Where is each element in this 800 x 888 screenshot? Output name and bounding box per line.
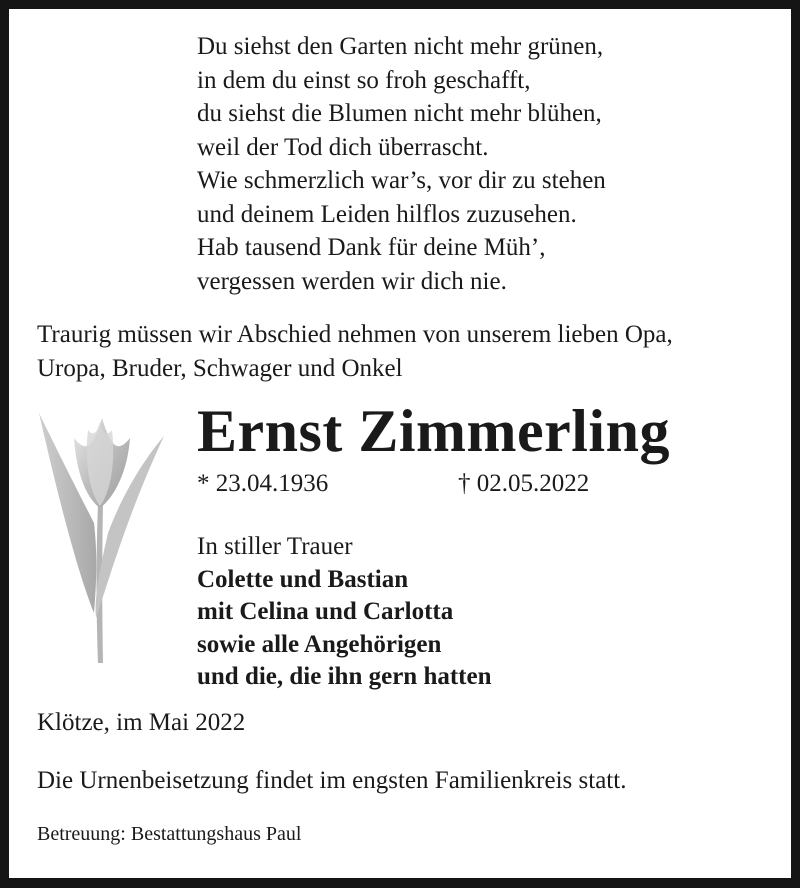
funeral-home-credit: Betreuung: Bestattungshaus Paul <box>37 823 302 845</box>
death-date: † 02.05.2022 <box>458 470 590 497</box>
poem-line: in dem du einst so froh geschafft, <box>197 66 531 94</box>
deceased-name: Ernst Zimmerling <box>197 398 670 464</box>
tulip-icon <box>36 408 168 666</box>
intro-line: Uropa, Bruder, Schwager und Onkel <box>37 354 403 382</box>
poem-line: vergessen werden wir dich nie. <box>197 267 507 295</box>
mourners-heading: In stiller Trauer <box>197 533 353 560</box>
poem-line: weil der Tod dich überrascht. <box>197 133 489 161</box>
mourner-line: mit Celina und Carlotta <box>197 598 454 625</box>
urn-notice: Die Urnenbeisetzung findet im engsten Familienkreis statt. <box>37 767 627 794</box>
poem <box>197 30 606 298</box>
intro-line: Traurig müssen wir Abschied nehmen von unserem lieben Opa, <box>37 321 673 348</box>
mourners-block <box>197 531 492 694</box>
mourner-line: und die, die ihn gern hatten <box>197 663 492 690</box>
birth-date: * 23.04.1936 <box>197 470 329 497</box>
place-date: Klötze, im Mai 2022 <box>37 709 246 736</box>
poem-line: du siehst die Blumen nicht mehr blühen, <box>197 100 602 127</box>
mourner-line: sowie alle Angehörigen <box>197 630 442 658</box>
poem-line: Du siehst den Garten nicht mehr grünen, <box>197 33 604 60</box>
intro-text <box>37 318 673 385</box>
mourner-line: Colette und Bastian <box>197 565 409 593</box>
poem-line: Wie schmerzlich war’s, vor dir zu stehen <box>197 167 606 194</box>
poem-line: und deinem Leiden hilflos zuzusehen. <box>197 200 577 228</box>
poem-line: Hab tausend Dank für deine Müh’, <box>197 234 546 261</box>
